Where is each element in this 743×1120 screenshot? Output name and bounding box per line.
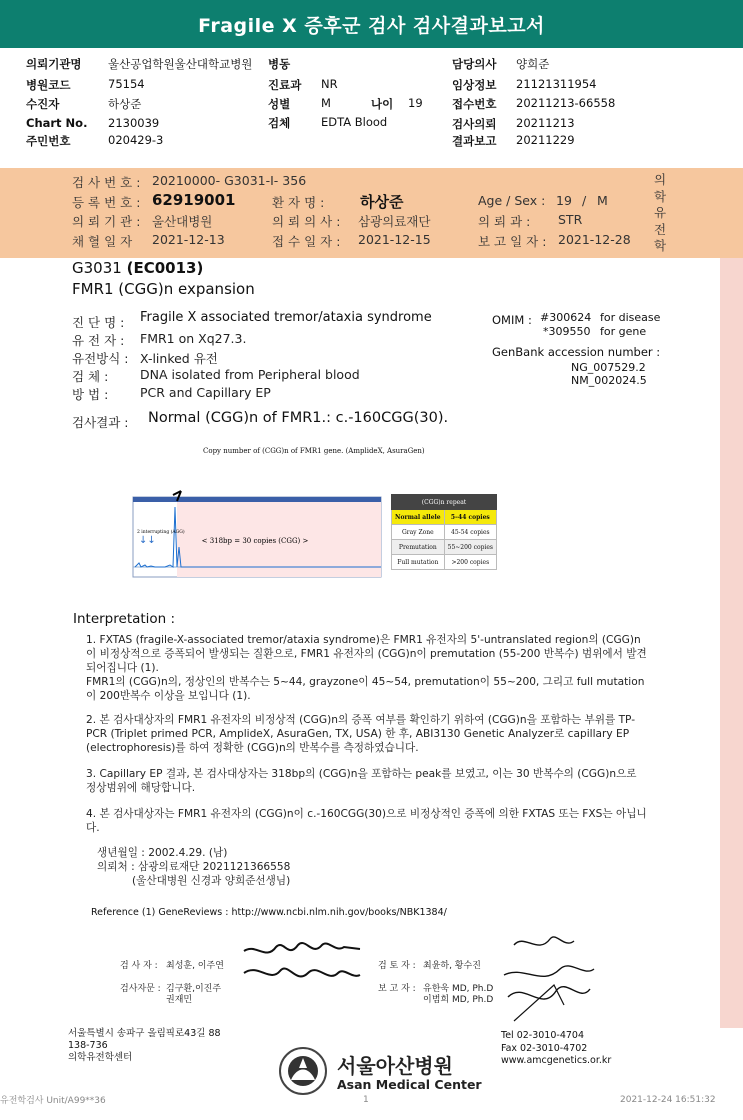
test-no-value: 20210000- G3031-I- 356	[152, 173, 307, 188]
recv-label: 접 수 일 자 :	[272, 234, 341, 249]
inst-label: 의 뢰 기 관 :	[72, 214, 141, 229]
figure-caption: Copy number of (CGG)n of FMR1 gene. (AmplideX, AsuraGen)	[203, 447, 425, 455]
result-value: Normal (CGG)n of FMR1.: c.-160CGG(30).	[148, 410, 449, 426]
test-name: FMR1 (CGG)n expansion	[72, 280, 255, 298]
hospital-name-kr: 서울아산병원	[337, 1054, 453, 1078]
specimen-value: DNA isolated from Peripheral blood	[140, 367, 360, 382]
header-code-label: 병원코드	[26, 78, 71, 92]
report-title: Fragile X 증후군 검사 검사결과보고서	[0, 0, 743, 48]
omim2: *309550	[543, 325, 591, 338]
dept-value: STR	[558, 212, 583, 227]
header-code-value: 75154	[108, 77, 145, 91]
diag-label: 진 단 명 :	[72, 315, 125, 330]
header-id-value: 020429-3	[108, 133, 164, 147]
header-age-label: 나이	[371, 97, 394, 111]
specimen-label: 검 체 :	[72, 369, 109, 384]
omim1: #300624	[540, 311, 592, 324]
name-label: 환 자 명 :	[272, 195, 325, 210]
header-doctor-value: 양희준	[516, 57, 550, 71]
electropherogram	[125, 487, 387, 581]
header-req-label: 검사의뢰	[452, 117, 497, 131]
interp-p1b: FMR1의 (CGG)n의, 정상인의 반복수는 5~44, grayzone이 45~54, premutation이 55~200, 그리고 full mutation이 200반복수 이상을 보입니다 (1).	[86, 676, 645, 702]
recv-value: 2021-12-15	[358, 232, 431, 247]
reg-label: 등 록 번 호 :	[72, 195, 141, 210]
advisor-value-2: 권재민	[166, 995, 193, 1005]
reviewer-signature	[494, 925, 604, 1025]
tester-value: 최성훈, 이주연	[166, 961, 224, 971]
age-value: 19	[556, 193, 572, 208]
tel: Tel 02-3010-4704	[501, 1030, 584, 1041]
advisor-value: 김구환,이진주	[166, 984, 222, 994]
tester-label: 검 사 자 :	[120, 961, 158, 971]
header-doctor-label: 담당의사	[452, 57, 497, 71]
peak-label: < 318bp = 30 copies (CGG) >	[201, 537, 309, 545]
header-clin-label: 임상정보	[452, 78, 497, 92]
inherit-value: X-linked 유전	[140, 351, 218, 366]
inherit-label: 유전방식 :	[72, 351, 129, 366]
header-rec-value: 하상준	[108, 97, 142, 111]
side-band	[720, 258, 743, 1028]
header-rec-label: 수진자	[26, 97, 60, 111]
legend-normal-name: Normal allele	[392, 510, 445, 525]
age-sex-label: Age / Sex :	[478, 193, 546, 208]
contact	[501, 1030, 611, 1068]
advisor-label: 검사자문 :	[120, 984, 161, 994]
genbank1: NG_007529.2	[571, 361, 646, 374]
test-code-paren: (EC0013)	[126, 259, 204, 277]
omim1-for: for disease	[600, 311, 661, 324]
test-no-label: 검 사 번 호 :	[72, 175, 141, 190]
header-inst-label: 의뢰기관명	[26, 57, 82, 71]
header-chart-value: 2130039	[108, 116, 160, 130]
hospital-logo-icon	[277, 1046, 329, 1096]
website: www.amcgenetics.or.kr	[501, 1055, 612, 1066]
header-sex-value: M	[321, 96, 331, 110]
dept-label: 의 뢰 과 :	[478, 214, 531, 229]
age-sex-sep: /	[582, 193, 587, 208]
address	[68, 1028, 221, 1064]
header-clin-value: 21121311954	[516, 77, 597, 91]
name-value: 하상준	[360, 193, 404, 211]
reference: Reference (1) GeneReviews : http://www.ncbi.nlm.nih.gov/books/NBK1384/	[91, 907, 447, 918]
ref-doc-value: 삼광의료재단	[358, 214, 431, 229]
report-label: 보 고 일 자 :	[478, 234, 547, 249]
legend-pre-range: 55~200 copies	[444, 540, 496, 555]
header-dept-value: NR	[321, 77, 338, 91]
arrow-down-icon: ↓↓	[139, 535, 156, 546]
birth: 생년월일 : 2002.4.29. (남)	[97, 847, 228, 859]
print-timestamp: 2021-12-24 16:51:32	[620, 1095, 716, 1105]
hospital-name-en: Asan Medical Center	[337, 1077, 482, 1092]
method-label: 방 법 :	[72, 387, 109, 402]
method-value: PCR and Capillary EP	[140, 385, 271, 400]
omim2-for: for gene	[600, 325, 647, 338]
repeat-legend	[391, 494, 497, 570]
reporter-2: 이범희 MD, Ph.D	[423, 995, 494, 1005]
omim-label: OMIM :	[492, 313, 532, 327]
reporter-label: 보 고 자 :	[378, 984, 416, 994]
draw-label: 채 혈 일 자	[72, 234, 133, 249]
reporter-1: 유한욱 MD, Ph.D	[423, 984, 494, 994]
report-value: 2021-12-28	[558, 232, 631, 247]
interp-p3: 3. Capillary EP 결과, 본 검사대상자는 318bp의 (CGG)n을 포함하는 peak를 보였고, 이는 30 반복수의 (CGG)n으로 정상범위에 해당합니다.	[86, 768, 637, 794]
address-line-1: 서울특별시 송파구 올림픽로43길 88	[68, 1028, 221, 1039]
legend-full-range: >200 copies	[444, 555, 496, 570]
reviewer-label: 검 토 자 :	[378, 961, 416, 971]
header-accept-label: 접수번호	[452, 97, 497, 111]
side-label: 의학유전학	[654, 172, 667, 253]
header-sex-label: 성별	[268, 97, 291, 111]
interp-p1: 1. FXTAS (fragile-X-associated tremor/ataxia syndrome)은 FMR1 유전자의 5'-untranslated region의 (CGG)n 이 비정상적으로 증폭되어 발생되는 질환으로, FMR1 유전자의 (CGG)n이 premutation (55-200 반복수) 범위에서 발견되어집니다 (1).	[86, 634, 647, 674]
referral-2: (울산대병원 신경과 양희준선생님)	[132, 875, 291, 887]
legend-full-name: Full mutation	[392, 555, 445, 570]
diag-value: Fragile X associated tremor/ataxia syndrome	[140, 310, 432, 325]
genbank-label: GenBank accession number :	[492, 345, 661, 359]
interp-p2: 2. 본 검사대상자의 FMR1 유전자의 비정상적 (CGG)n의 증폭 여부를 확인하기 위하여 (CGG)n을 포함하는 부위를 TP-PCR (Triplet primed PCR, AmplideX, AsuraGen, TX, USA) 한 후, ABI3130 Genetic Analyzer로 capillary EP (electrophoresis)를 하여 정확한 (CGG)n의 반복수를 측정하였습니다.	[86, 714, 636, 754]
header-chart-label: Chart No.	[26, 116, 88, 130]
draw-value: 2021-12-13	[152, 232, 225, 247]
interrupt-label: 2 interrupting (AGG)	[137, 530, 185, 535]
header-rep-value: 20211229	[516, 133, 575, 147]
header-age-value: 19	[408, 96, 423, 110]
legend-gray-range: 45-54 copies	[444, 525, 496, 540]
gene-label: 유 전 자 :	[72, 333, 125, 348]
inst-value: 울산대병원	[152, 214, 213, 229]
header-accept-value: 20211213-66558	[516, 96, 616, 110]
interp-p4: 4. 본 검사대상자는 FMR1 유전자의 (CGG)n이 c.-160CGG(30)으로 비정상적인 증폭에 의한 FXTAS 또는 FXS는 아닙니다.	[86, 808, 647, 834]
header-spec-value: EDTA Blood	[321, 115, 388, 129]
genbank2: NM_002024.5	[571, 374, 647, 387]
test-code: G3031 (EC0013)	[72, 259, 204, 277]
page-number: 1	[363, 1095, 369, 1105]
header-req-value: 20211213	[516, 116, 575, 130]
interp-title: Interpretation :	[73, 611, 176, 627]
unit-code: 유전학검사 Unit/A99**36	[0, 1096, 106, 1106]
referral: 의뢰처 : 삼광의료재단 2021121366558	[97, 861, 291, 873]
sex-value: M	[597, 193, 608, 208]
legend-normal-range: 5–44 copies	[444, 510, 496, 525]
legend-pre-name: Premutation	[392, 540, 445, 555]
address-line-2: 138-736	[68, 1040, 108, 1051]
header-inst-value: 울산공업학원울산대학교병원	[108, 57, 253, 71]
header-ward-label: 병동	[268, 57, 291, 71]
header-rep-label: 결과보고	[452, 134, 497, 148]
result-label: 검사결과 :	[72, 415, 129, 430]
reg-value: 62919001	[152, 191, 236, 209]
fax: Fax 02-3010-4702	[501, 1042, 588, 1054]
header-spec-label: 검체	[268, 116, 291, 130]
address-line-3: 의학유전학센터	[68, 1052, 133, 1063]
tester-signature	[236, 933, 366, 1003]
legend-gray-name: Gray Zone	[392, 525, 445, 540]
header-id-label: 주민번호	[26, 134, 71, 148]
gene-value: FMR1 on Xq27.3.	[140, 331, 247, 346]
header-dept-label: 진료과	[268, 78, 302, 92]
ref-doc-label: 의 뢰 의 사 :	[272, 214, 341, 229]
reviewer-value: 최윤하, 황수진	[423, 961, 481, 971]
legend-header: (CGG)n repeat	[392, 495, 497, 510]
